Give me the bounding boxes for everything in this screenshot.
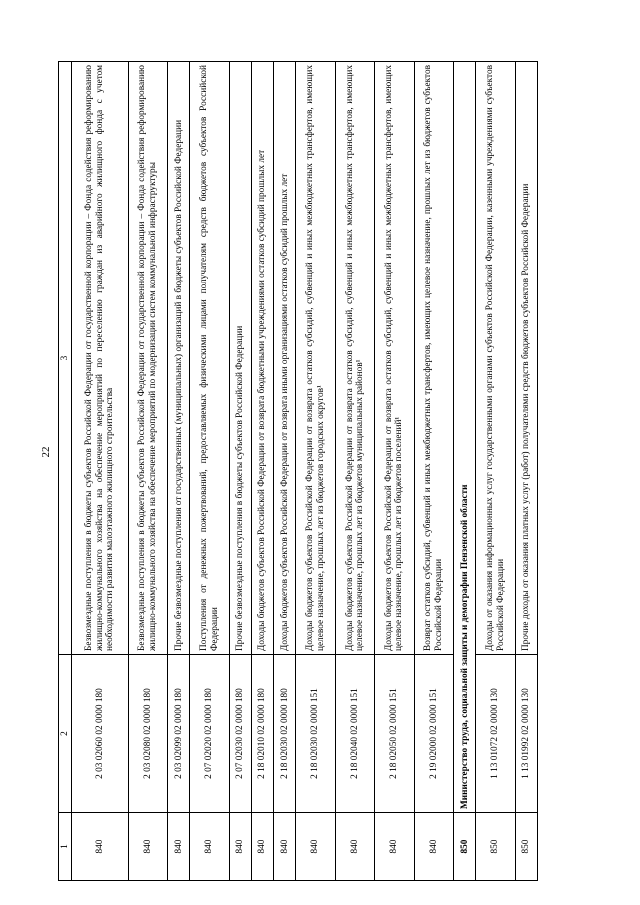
admin-code: 850: [515, 813, 537, 881]
revenue-description: Доходы бюджетов субъектов Российской Федерации от возврата иными организациями остатков субсидий прошлых лет: [274, 62, 296, 655]
revenue-code: 2 19 02000 02 0000 151: [414, 655, 453, 813]
table-row: [72, 62, 129, 881]
table-row: [375, 62, 414, 881]
admin-code: 840: [190, 813, 229, 881]
admin-code: 840: [251, 813, 273, 881]
revenue-description: Прочие доходы от оказания платных услуг (работ) получателями средств бюджетов субъектов Российской Федерации: [515, 62, 537, 655]
revenue-code: 2 03 02099 02 0000 180: [168, 655, 190, 813]
admin-code: 850: [476, 813, 515, 881]
revenue-description: Доходы бюджетов субъектов Российской Федерации от возврата остатков субсидий, субвенций и иных межбюджетных трансфертов, имеющих целевое назначение, прошлых лет из бюджетов городских округов¹: [296, 62, 335, 655]
revenue-code: 2 18 02010 02 0000 180: [251, 655, 273, 813]
revenue-code: 1 13 01072 02 0000 130: [476, 655, 515, 813]
header-col-1: 1: [59, 813, 72, 881]
page-number: 22: [40, 446, 52, 458]
department-row: [454, 62, 476, 881]
table-row: [274, 62, 296, 881]
revenue-code: 2 03 02060 02 0000 180: [72, 655, 129, 813]
revenue-description: Прочие безвозмездные поступления от государственных (муниципальных) организаций в бюджеты субъектов Российской Федерации: [168, 62, 190, 655]
admin-code: 840: [229, 813, 251, 881]
table-row: [229, 62, 251, 881]
table-row: [515, 62, 537, 881]
revenue-description: Возврат остатков субсидий, субвенций и иных межбюджетных трансфертов, имеющих целевое назначение, прошлых лет из бюджетов субъектов Российской Федерации: [414, 62, 453, 655]
table-row: [190, 62, 229, 881]
header-col-3: 3: [59, 62, 72, 655]
department-code: 850: [454, 813, 476, 881]
revenue-description: Прочие безвозмездные поступления в бюджеты субъектов Российской Федерации: [229, 62, 251, 655]
table-row: [296, 62, 335, 881]
revenue-description: Доходы бюджетов субъектов Российской Федерации от возврата бюджетными учреждениями остатков субсидий прошлых лет: [251, 62, 273, 655]
admin-code: 840: [335, 813, 374, 881]
table-row: [128, 62, 167, 881]
admin-code: 840: [72, 813, 129, 881]
rotated-table-wrapper: [58, 61, 538, 881]
admin-code: 840: [274, 813, 296, 881]
revenue-code: 2 18 02030 02 0000 180: [274, 655, 296, 813]
revenue-description: Безвозмездные поступления в бюджеты субъектов Российской Федерации от государственной корпорации – Фонда содействия реформированию жилищно-коммунального хозяйства на обеспечение мероприятий по модернизации систем коммунальной инфраструктуры: [128, 62, 167, 655]
revenue-codes-table: [58, 61, 538, 881]
table-row: [168, 62, 190, 881]
revenue-description: Доходы от оказания информационных услуг государственными органами субъектов Российской Федерации, казенными учреждениями субъектов Российской Федерации: [476, 62, 515, 655]
revenue-code: 2 18 02050 02 0000 151: [375, 655, 414, 813]
revenue-code: 2 07 02030 02 0000 180: [229, 655, 251, 813]
admin-code: 840: [128, 813, 167, 881]
admin-code: 840: [168, 813, 190, 881]
revenue-description: Поступления от денежных пожертвований, предоставляемых физическими лицами получателям средств бюджетов субъектов Российской Федерации: [190, 62, 229, 655]
table-row: [251, 62, 273, 881]
admin-code: 840: [375, 813, 414, 881]
revenue-code: 2 07 02020 02 0000 180: [190, 655, 229, 813]
revenue-description: Доходы бюджетов субъектов Российской Федерации от возврата остатков субсидий, субвенций и иных межбюджетных трансфертов, имеющих целевое назначение, прошлых лет из бюджетов муниципальных районов¹: [335, 62, 374, 655]
table-row: [335, 62, 374, 881]
revenue-code: 2 03 02080 02 0000 180: [128, 655, 167, 813]
department-name: Министерство труда, социальной защиты и демографии Пензенской области: [454, 62, 476, 813]
revenue-description: Доходы бюджетов субъектов Российской Федерации от возврата остатков субсидий, субвенций и иных межбюджетных трансфертов, имеющих целевое назначение, прошлых лет из бюджетов поселений¹: [375, 62, 414, 655]
revenue-code: 2 18 02040 02 0000 151: [335, 655, 374, 813]
admin-code: 840: [296, 813, 335, 881]
revenue-description: Безвозмездные поступления в бюджеты субъектов Российской Федерации от государственной корпорации – Фонда содействия реформированию жилищно-коммунального хозяйства на обеспечение мероприятий по переселению граждан из аварийного жилищного фонда с учетом необходимости развития малоэтажного жилищного строительства: [72, 62, 129, 655]
revenue-code: 2 18 02030 02 0000 151: [296, 655, 335, 813]
table-row: [414, 62, 453, 881]
table-header-row: [59, 62, 72, 881]
admin-code: 840: [414, 813, 453, 881]
revenue-code: 1 13 01992 02 0000 130: [515, 655, 537, 813]
table-row: [476, 62, 515, 881]
header-col-2: 2: [59, 655, 72, 813]
